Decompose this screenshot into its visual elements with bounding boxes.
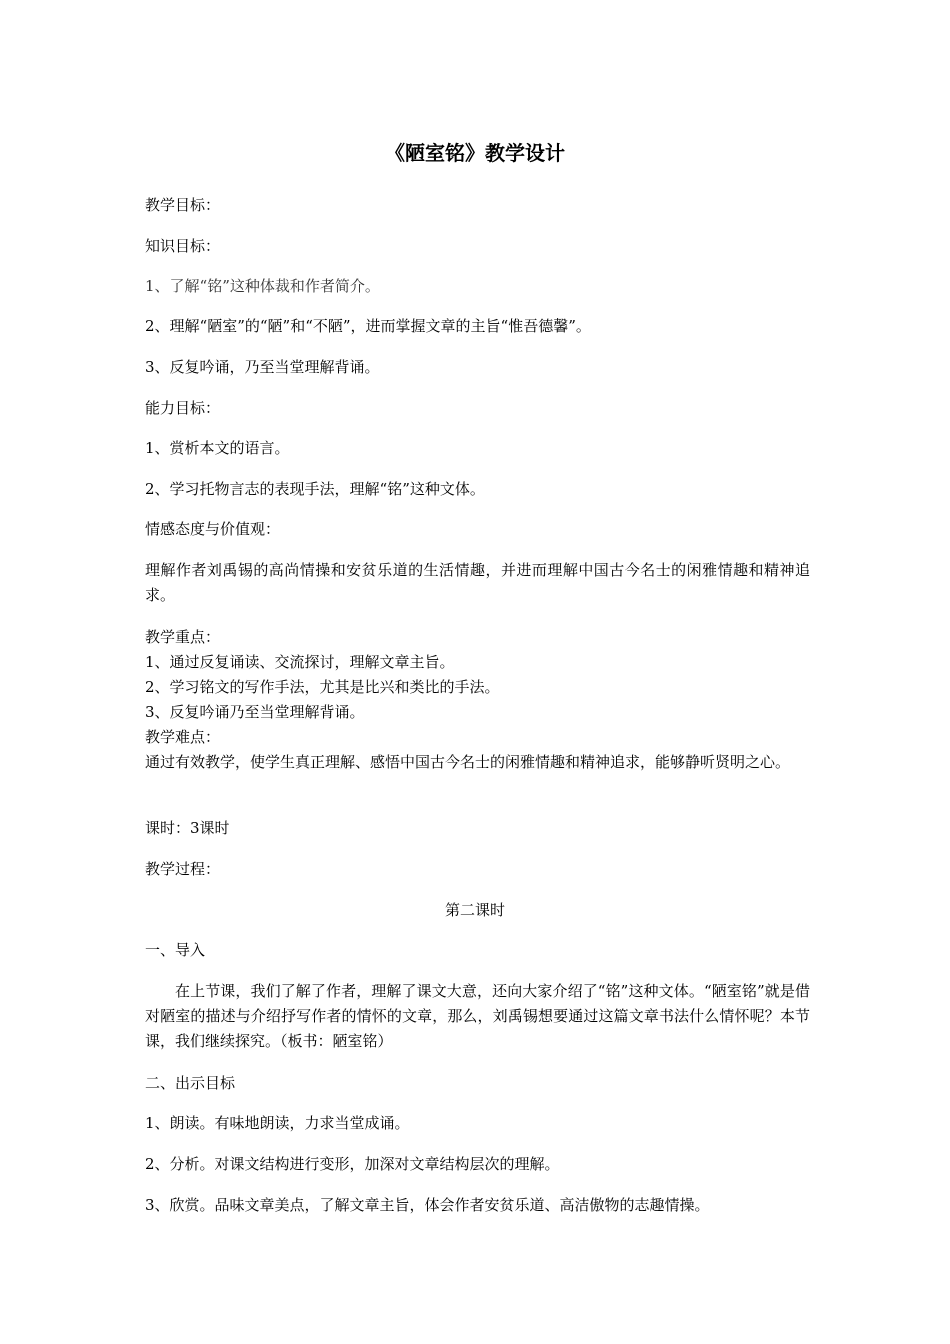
- difficulty-text: 通过有效教学，使学生真正理解、感悟中国古今名士的闲雅情趣和精神追求，能够静听贤明之心。: [145, 753, 791, 771]
- key-point-3: 3、反复吟诵乃至当堂理解背诵。: [145, 703, 365, 721]
- section1-heading: 一、导入: [145, 941, 206, 959]
- section2-item-3: 3、欣赏。品味文章美点，了解文章主旨，体会作者安贫乐道、高洁傲物的志趣情操。: [145, 1196, 710, 1214]
- knowledge-item-2: 2、理解“陋室”的“陋”和“不陋”，进而掌握文章的主旨“惟吾德馨”。: [145, 317, 591, 335]
- lesson-hours: 课时：3课时: [145, 819, 230, 837]
- emotion-heading: 情感态度与价值观：: [145, 520, 281, 538]
- process-heading: 教学过程：: [145, 860, 221, 878]
- key-point-2: 2、学习铭文的写作手法，尤其是比兴和类比的手法。: [145, 678, 500, 696]
- emotion-text: 理解作者刘禹锡的高尚情操和安贫乐道的生活情趣，并进而理解中国古今名士的闲雅情趣和精神追求。: [145, 561, 810, 604]
- knowledge-item-1: 1、了解“铭”这种体裁和作者简介。: [145, 277, 380, 295]
- objectives-heading: 教学目标：: [145, 196, 221, 214]
- ability-item-1: 1、赏析本文的语言。: [145, 439, 290, 457]
- ability-item-2: 2、学习托物言志的表现手法，理解“铭”这种文体。: [145, 480, 485, 498]
- section2-item-1: 1、朗读。有味地朗读，力求当堂成诵。: [145, 1114, 410, 1132]
- knowledge-item-3: 3、反复吟诵，乃至当堂理解背诵。: [145, 358, 380, 376]
- section2-item-2: 2、分析。对课文结构进行变形，加深对文章结构层次的理解。: [145, 1155, 560, 1173]
- knowledge-heading: 知识目标：: [145, 237, 221, 255]
- difficulty-heading: 教学难点：: [145, 728, 221, 746]
- section2-heading: 二、出示目标: [145, 1074, 236, 1092]
- document-title: 《陋室铭》教学设计: [385, 141, 565, 165]
- lesson-title: 第二课时: [444, 901, 505, 919]
- key-points-heading: 教学重点：: [145, 628, 221, 646]
- key-point-1: 1、通过反复诵读、交流探讨，理解文章主旨。: [145, 653, 455, 671]
- section1-text: 在上节课，我们了解了作者，理解了课文大意，还向大家介绍了“铭”这种文体。“陋室铭”就是借对陋室的描述与介绍抒写作者的情怀的文章，那么，刘禹锡想要通过这篇文章书法什么情怀呢？本节课，我们继续探究。（板书：陋室铭）: [145, 982, 810, 1050]
- ability-heading: 能力目标：: [145, 399, 221, 417]
